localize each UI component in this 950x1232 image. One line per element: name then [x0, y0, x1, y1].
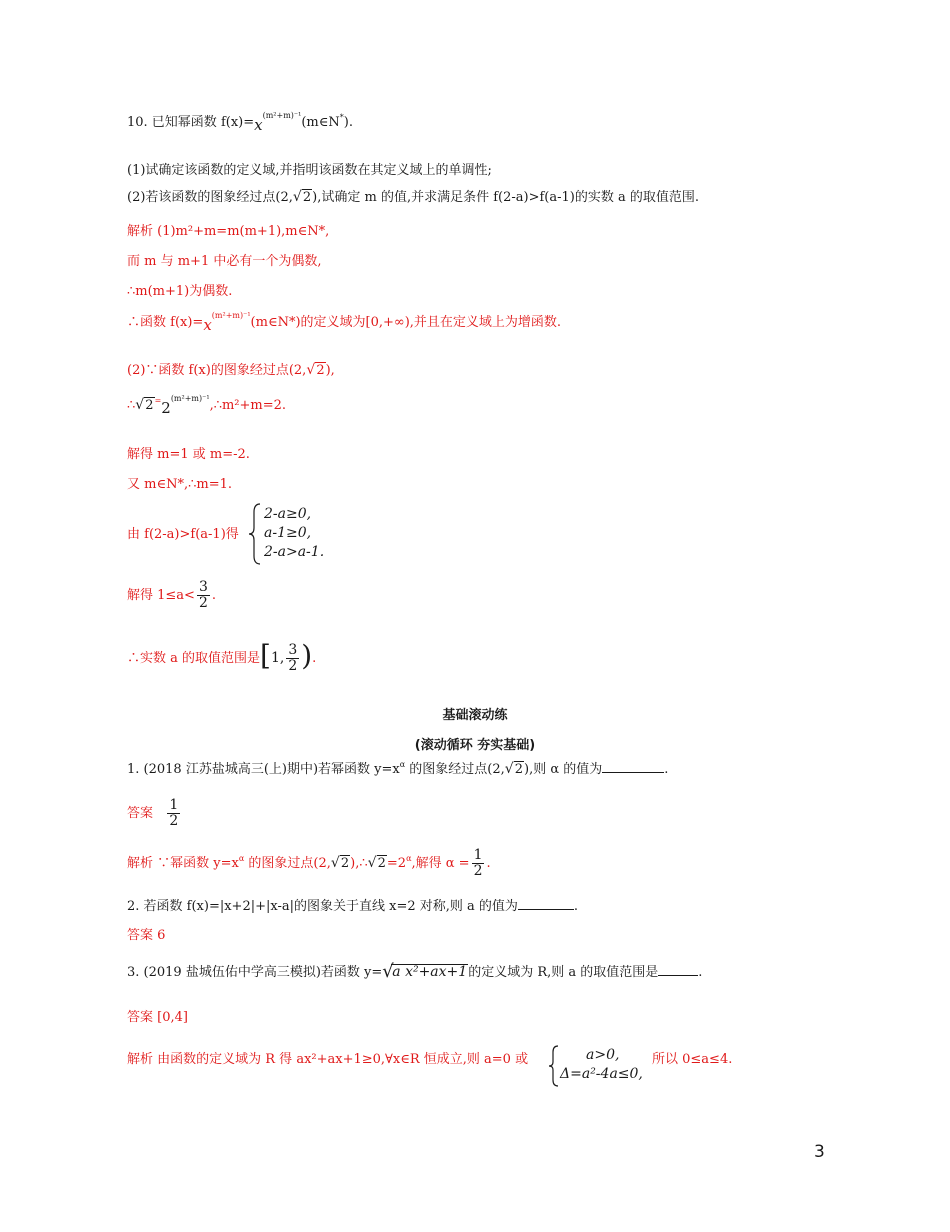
q10-sol-line11: ∴实数 a 的取值范围是[1, $\frac{3}{2}$ ). [127, 639, 317, 674]
q10-sol-line3: ∴m(m+1)为偶数. [127, 284, 233, 299]
sol4-b: (m∈N*)的定义域为[0,+∞),并且在定义域上为增函数. [250, 315, 562, 330]
sol5-a: (2)∵函数 f(x)的图象经过点(2, [127, 363, 307, 378]
fraction-3-2 [197, 580, 210, 611]
sqrt-body: 2 [145, 398, 154, 413]
alpha-sup: α [399, 760, 406, 769]
q10-sol-line4 [127, 312, 561, 333]
p1-q-c: ),则 α 的值为 [524, 762, 603, 777]
q10-sol-line7: 解得 m=1 或 m=-2. [127, 447, 250, 462]
q10-sol-line1: 解析 (1)m²+m=m(m+1),m∈N*, [127, 224, 330, 239]
sol11-b: . [312, 651, 317, 666]
system-line-2: Δ=a²-4a≤0, [560, 1066, 643, 1082]
p1-q-b: 的图象经过点(2, [405, 762, 505, 777]
q10-stem [127, 112, 353, 133]
power-exponent: (m²+m)⁻¹ [211, 311, 251, 320]
fraction-1-2 [472, 848, 485, 879]
q10-stem-text-c: ). [343, 115, 353, 130]
sqrt-2: √ 2 [504, 761, 524, 777]
answer-blank [658, 975, 698, 976]
p3-ex-a: 解析 由函数的定义域为 R 得 ax²+ax+1≥0,∀x∈R 恒成立,则 a=0 或 [127, 1052, 529, 1067]
sqrt-expression: √ a x²+ax+1 [382, 961, 468, 982]
fraction-3-2 [286, 643, 299, 674]
system-line-2: a-1≥0, [264, 525, 312, 541]
left-brace [548, 1044, 560, 1088]
sol4-a: ∴函数 f(x)= [127, 315, 204, 330]
q10-sol-line2: 而 m 与 m+1 中必有一个为偶数, [127, 254, 322, 269]
sqrt-body: 2 [302, 190, 312, 205]
sqrt-2: √ 2 [306, 362, 325, 378]
q10-part2-a: (2)若该函数的图象经过点(2, [127, 190, 293, 205]
denominator: 2 [288, 658, 298, 674]
p1-q-end: . [664, 762, 669, 777]
sqrt-2: √ 2 [135, 397, 154, 413]
q10-sol-line10: 解得 1≤a< $\frac{3}{2}$ . [127, 579, 217, 611]
sqrt-body: a x²+ax+1 [392, 964, 468, 980]
p1-answer [127, 794, 182, 834]
page-number: 3 [814, 1142, 825, 1162]
sqrt-2: √ 2 [292, 189, 312, 205]
eq-sign: = [154, 396, 162, 405]
answer-blank [602, 772, 664, 773]
left-brace [248, 502, 262, 566]
q10-sol-line8: 又 m∈N*,∴m=1. [127, 477, 232, 492]
p1-ex-e: ,解得 α = [411, 856, 470, 871]
sqrt-body: 2 [514, 762, 524, 777]
denominator: 2 [169, 813, 179, 829]
power-exponent: (m²+m)⁻¹ [170, 394, 210, 403]
p2-q: 2. 若函数 f(x)=|x+2|+|x-a|的图象关于直线 x=2 对称,则 a 的值为 [127, 899, 518, 914]
star-sup: * [339, 113, 344, 122]
section-subtitle: (滚动循环 夯实基础) [414, 738, 536, 753]
sol11-a: ∴实数 a 的取值范围是 [127, 651, 261, 666]
inequality-system-2 [560, 1046, 643, 1084]
sol6-a: ∴ [127, 398, 136, 413]
system-line-1: a>0, [586, 1047, 620, 1063]
p1-ex-d: =2 [386, 856, 407, 871]
sol6-b: ,∴m²+m=2. [209, 398, 287, 413]
power-exponent: (m²+m)⁻¹ [262, 111, 302, 120]
system-line-3: 2-a>a-1. [264, 544, 325, 560]
p3-question [127, 958, 702, 988]
p2-question [127, 898, 578, 916]
fraction-1-2 [167, 798, 180, 829]
q10-part2-b: ),试确定 m 的值,并求满足条件 f(2-a)>f(a-1)的实数 a 的取值范围. [312, 190, 700, 205]
power-base: 2 [161, 399, 171, 417]
numerator: 3 [198, 579, 208, 595]
numerator: 1 [169, 797, 179, 813]
p1-ex-c: ),∴ [350, 856, 368, 871]
q10-stem-text-b: (m∈N [301, 115, 340, 130]
answer-blank [518, 909, 574, 910]
p2-q-end: . [573, 899, 579, 914]
q10-part1: (1)试确定该函数的定义域,并指明该函数在其定义域上的单调性; [127, 163, 492, 178]
sqrt-2: √ 2 [330, 855, 350, 871]
interval-left: 1, [270, 650, 285, 666]
answer-label: 答案 [127, 806, 154, 821]
p3-conclusion: 所以 0≤a≤4. [652, 1052, 733, 1067]
denominator: 2 [198, 595, 208, 611]
sol10-a: 解得 1≤a< [127, 588, 195, 603]
q10-sol-line5 [127, 362, 335, 380]
q10-sol-line6 [127, 395, 286, 416]
p1-ex-a: 解析 ∵幂函数 y=x [127, 856, 239, 871]
sqrt-body: 2 [377, 856, 386, 871]
sqrt-2: √ 2 [367, 855, 386, 871]
alpha-sup: α [238, 854, 245, 863]
power-base: x [203, 316, 212, 334]
sol5-b: ), [325, 363, 335, 378]
power-base: x [254, 116, 263, 134]
sqrt-body: 2 [340, 856, 350, 871]
p3-q-b: 的定义域为 R,则 a 的取值范围是 [468, 965, 659, 980]
p2-answer: 答案 6 [127, 928, 166, 943]
q10-stem-text: 10. 已知幂函数 f(x)= [127, 115, 255, 130]
denominator: 2 [473, 863, 483, 879]
p1-q-a: 1. (2018 江苏盐城高三(上)期中)若幂函数 y=x [127, 762, 400, 777]
alpha-sup: α [406, 854, 412, 863]
p3-explanation [127, 1051, 528, 1069]
system-line-1: 2-a≥0, [264, 506, 312, 522]
section-title: 基础滚动练 [442, 708, 508, 723]
p3-q-end: . [698, 965, 703, 980]
p1-question [127, 761, 668, 780]
q10-part2 [127, 189, 699, 207]
p1-ex-b: 的图象过点(2, [244, 856, 331, 871]
inequality-system [264, 505, 324, 562]
numerator: 3 [288, 642, 298, 658]
numerator: 1 [473, 847, 483, 863]
p3-q-a: 3. (2019 盐城伍佑中学高三模拟)若函数 y= [127, 965, 383, 980]
p1-ex-f: . [486, 856, 491, 871]
q10-sol-line9: 由 f(2-a)>f(a-1)得 [127, 527, 239, 542]
p1-explanation [127, 844, 491, 885]
sqrt-body: 2 [316, 363, 325, 378]
p3-answer: 答案 [0,4] [127, 1010, 188, 1025]
